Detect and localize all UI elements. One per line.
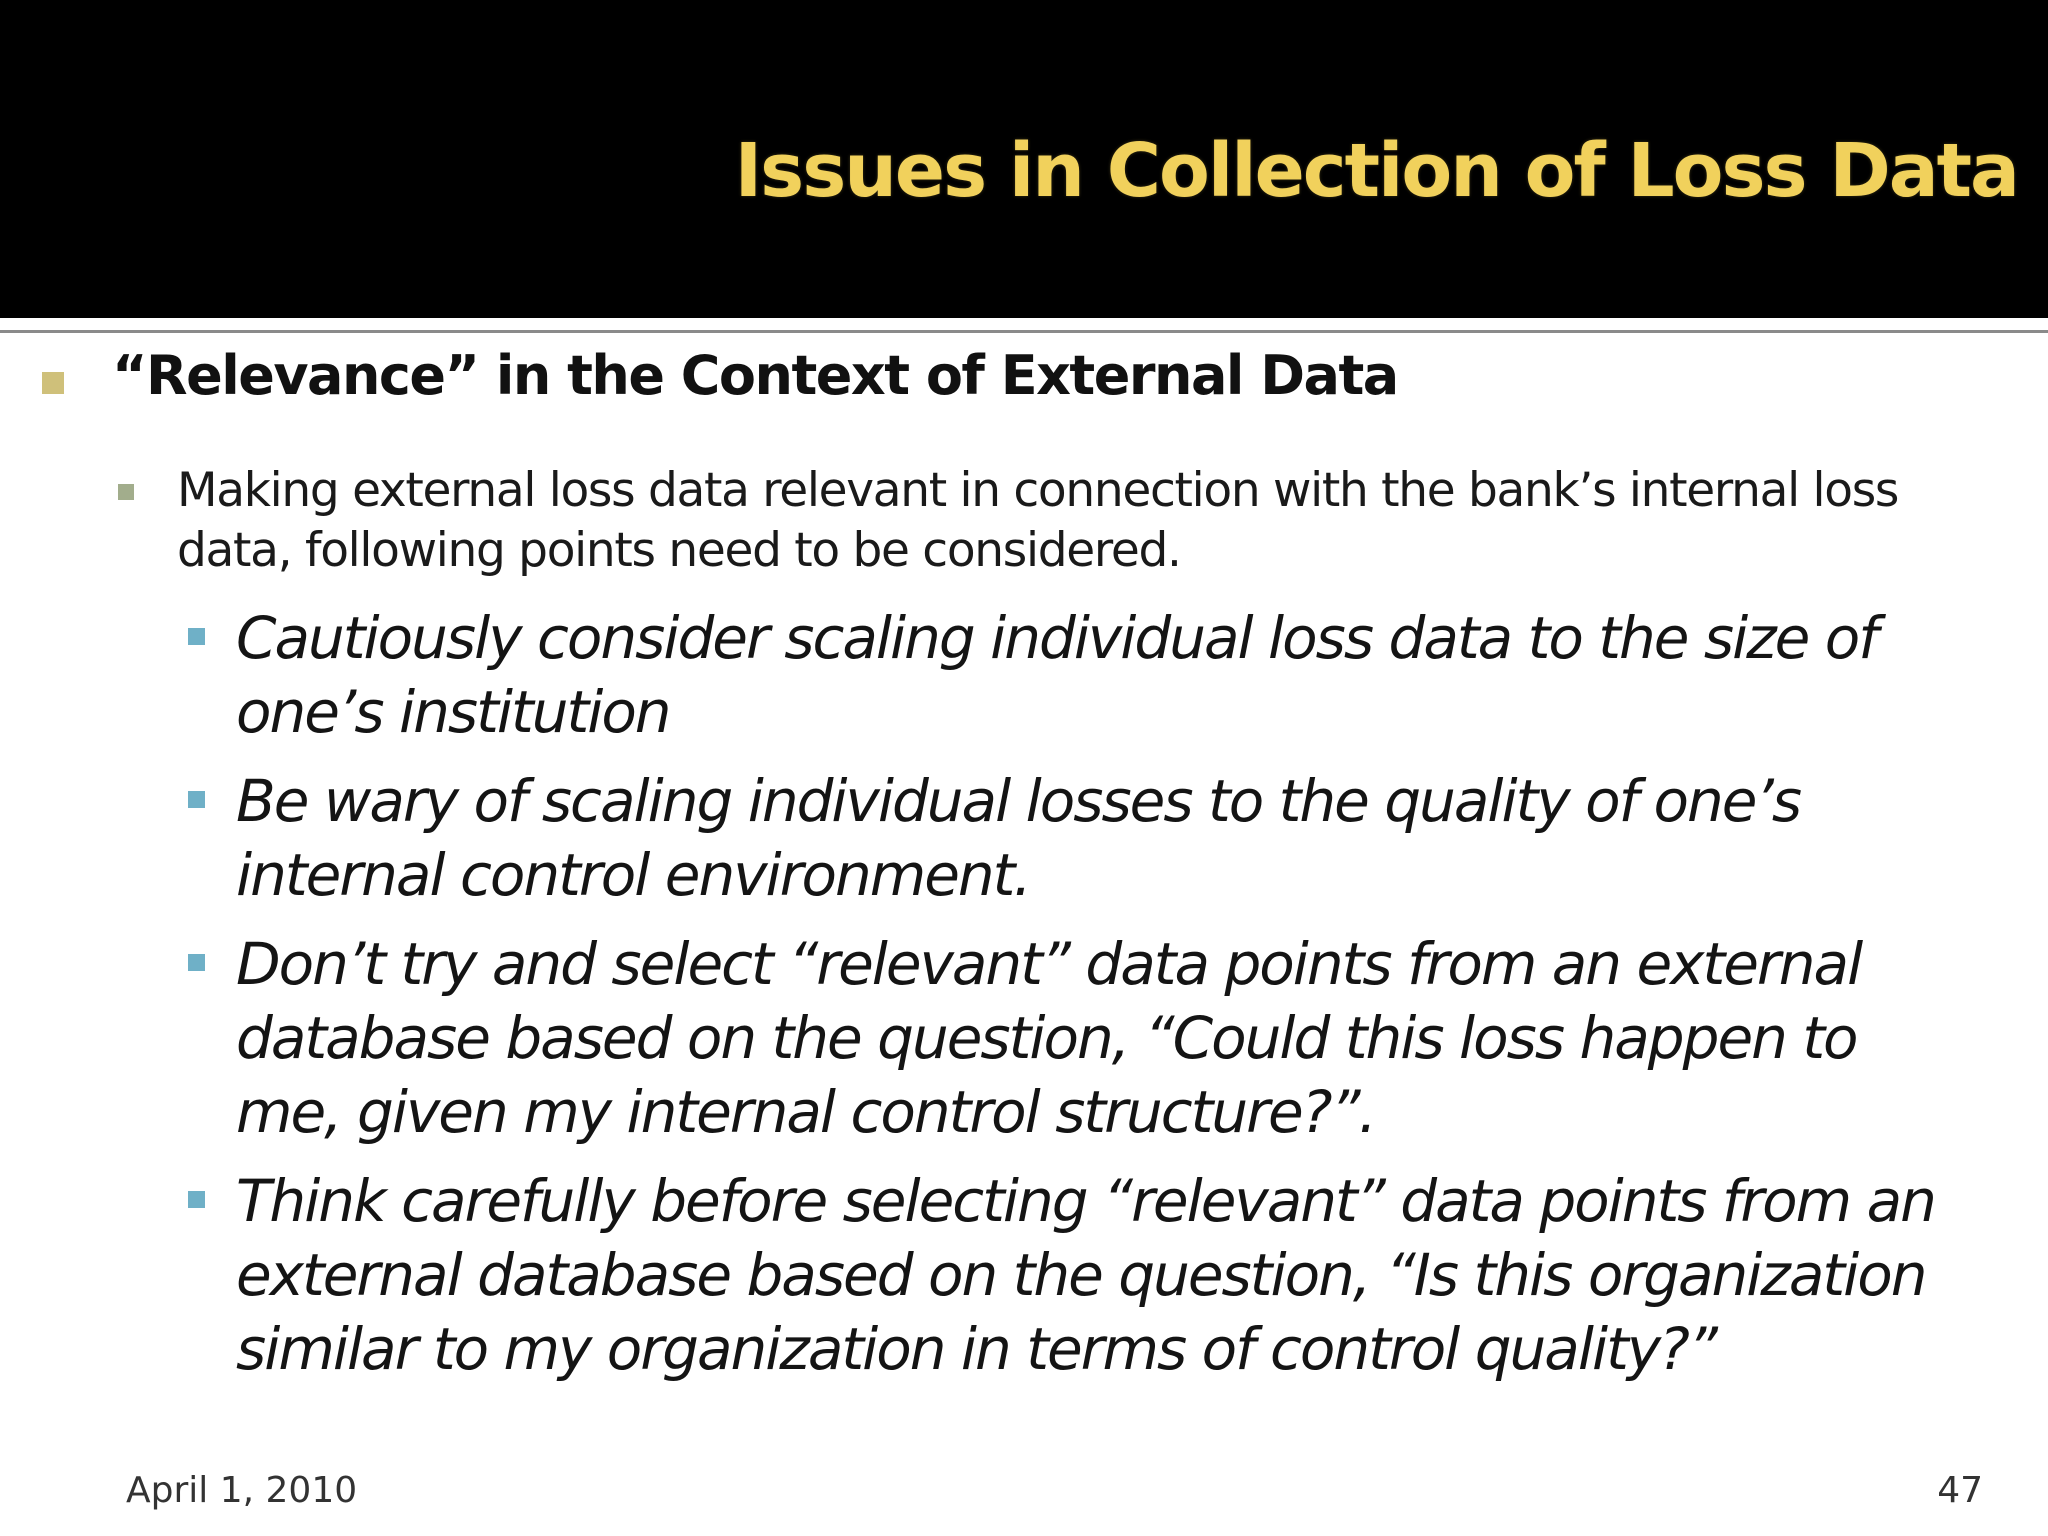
square-bullet-icon	[188, 954, 205, 971]
square-bullet-icon	[118, 484, 134, 500]
intro-text: Making external loss data relevant in connection with the bank’s internal loss data, following points need to be considered.	[177, 463, 1899, 578]
list-item: Think carefully before selecting “relevant” data points from an external database based on the question, “Is this organization similar to my organization in terms of control quality?”	[236, 1167, 1935, 1383]
title-bar	[0, 0, 2048, 318]
square-bullet-icon	[188, 791, 205, 808]
list-item: Be wary of scaling individual losses to the quality of one’s internal control environment.	[236, 767, 1801, 909]
slide-title: Issues in Collection of Loss Data	[734, 128, 2018, 214]
square-bullet-icon	[42, 372, 64, 394]
square-bullet-icon	[188, 628, 205, 645]
section-heading: “Relevance” in the Context of External Data	[112, 344, 1398, 407]
page-number: 47	[1937, 1470, 1983, 1511]
square-bullet-icon	[188, 1191, 205, 1208]
list-item: Don’t try and select “relevant” data points from an external database based on the question, “Could this loss happen to me, given my internal control structure?”.	[236, 930, 1862, 1146]
divider-thick	[0, 318, 2048, 324]
divider-thin	[0, 330, 2048, 333]
footer-date: April 1, 2010	[126, 1470, 358, 1511]
list-item: Cautiously consider scaling individual loss data to the size of one’s institution	[236, 604, 1877, 746]
